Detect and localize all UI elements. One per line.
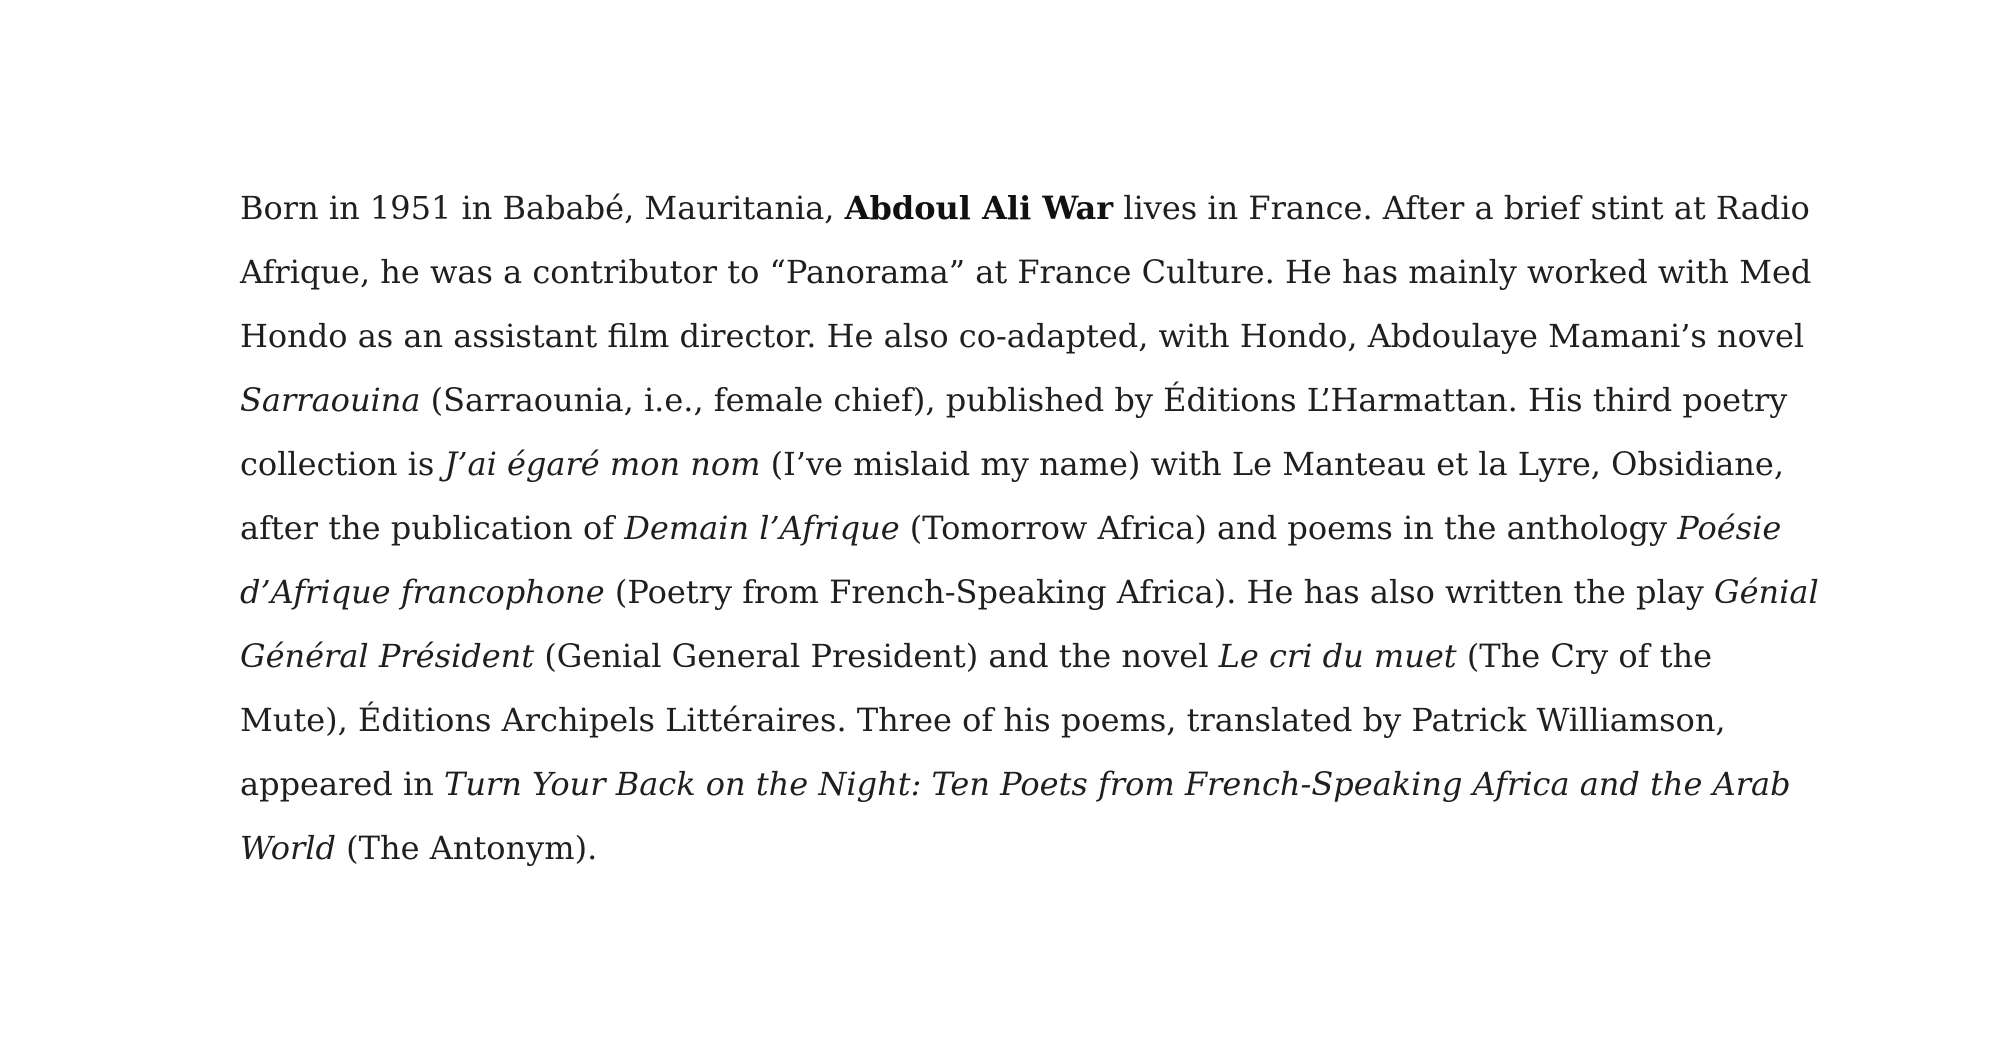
bio-text: (Poetry from French-Speaking Africa). He has also written the play: [604, 573, 1715, 611]
book-title: Turn Your Back on the Night: Ten Poets from French-Speaking Africa and the Arab World: [240, 765, 1791, 867]
bio-text: (The Antonym).: [336, 829, 598, 867]
author-bio-paragraph: [240, 176, 1820, 880]
bio-text: (The Cry of the Mute), Éditions Archipels Littéraires. Three of his poems, translated by Patrick Williamson, appeared in: [240, 637, 1726, 803]
bio-text: (Tomorrow Africa) and poems in the anthology: [899, 509, 1678, 547]
author-name: Abdoul Ali War: [844, 189, 1114, 227]
book-title: Le cri du muet: [1218, 637, 1457, 675]
bio-text: (I’ve mislaid my name) with Le Manteau et la Lyre, Obsidiane, after the publication of: [240, 445, 1784, 547]
bio-text: Born in 1951 in Bababé, Mauritania,: [240, 189, 845, 227]
bio-text: lives in France. After a brief stint at Radio Afrique, he was a contributor to “Panorama” at France Culture. He has mainly worked with Med Hondo as an assistant film director. He also co-adapted, with Hondo, Abdoulaye Mamani’s novel: [240, 189, 1812, 355]
bio-text: (Sarraounia, i.e., female chief), published by Éditions L’Harmattan. His third poetry collection is: [240, 381, 1788, 483]
book-title: J’ai égaré mon nom: [444, 445, 761, 483]
play-title: Génial Général Président: [240, 573, 1819, 675]
bio-text: (Genial General President) and the novel: [534, 637, 1219, 675]
book-title: Poésie d’Afrique francophone: [240, 509, 1782, 611]
book-title: Demain l’Afrique: [624, 509, 900, 547]
book-title: Sarraouina: [240, 381, 421, 419]
